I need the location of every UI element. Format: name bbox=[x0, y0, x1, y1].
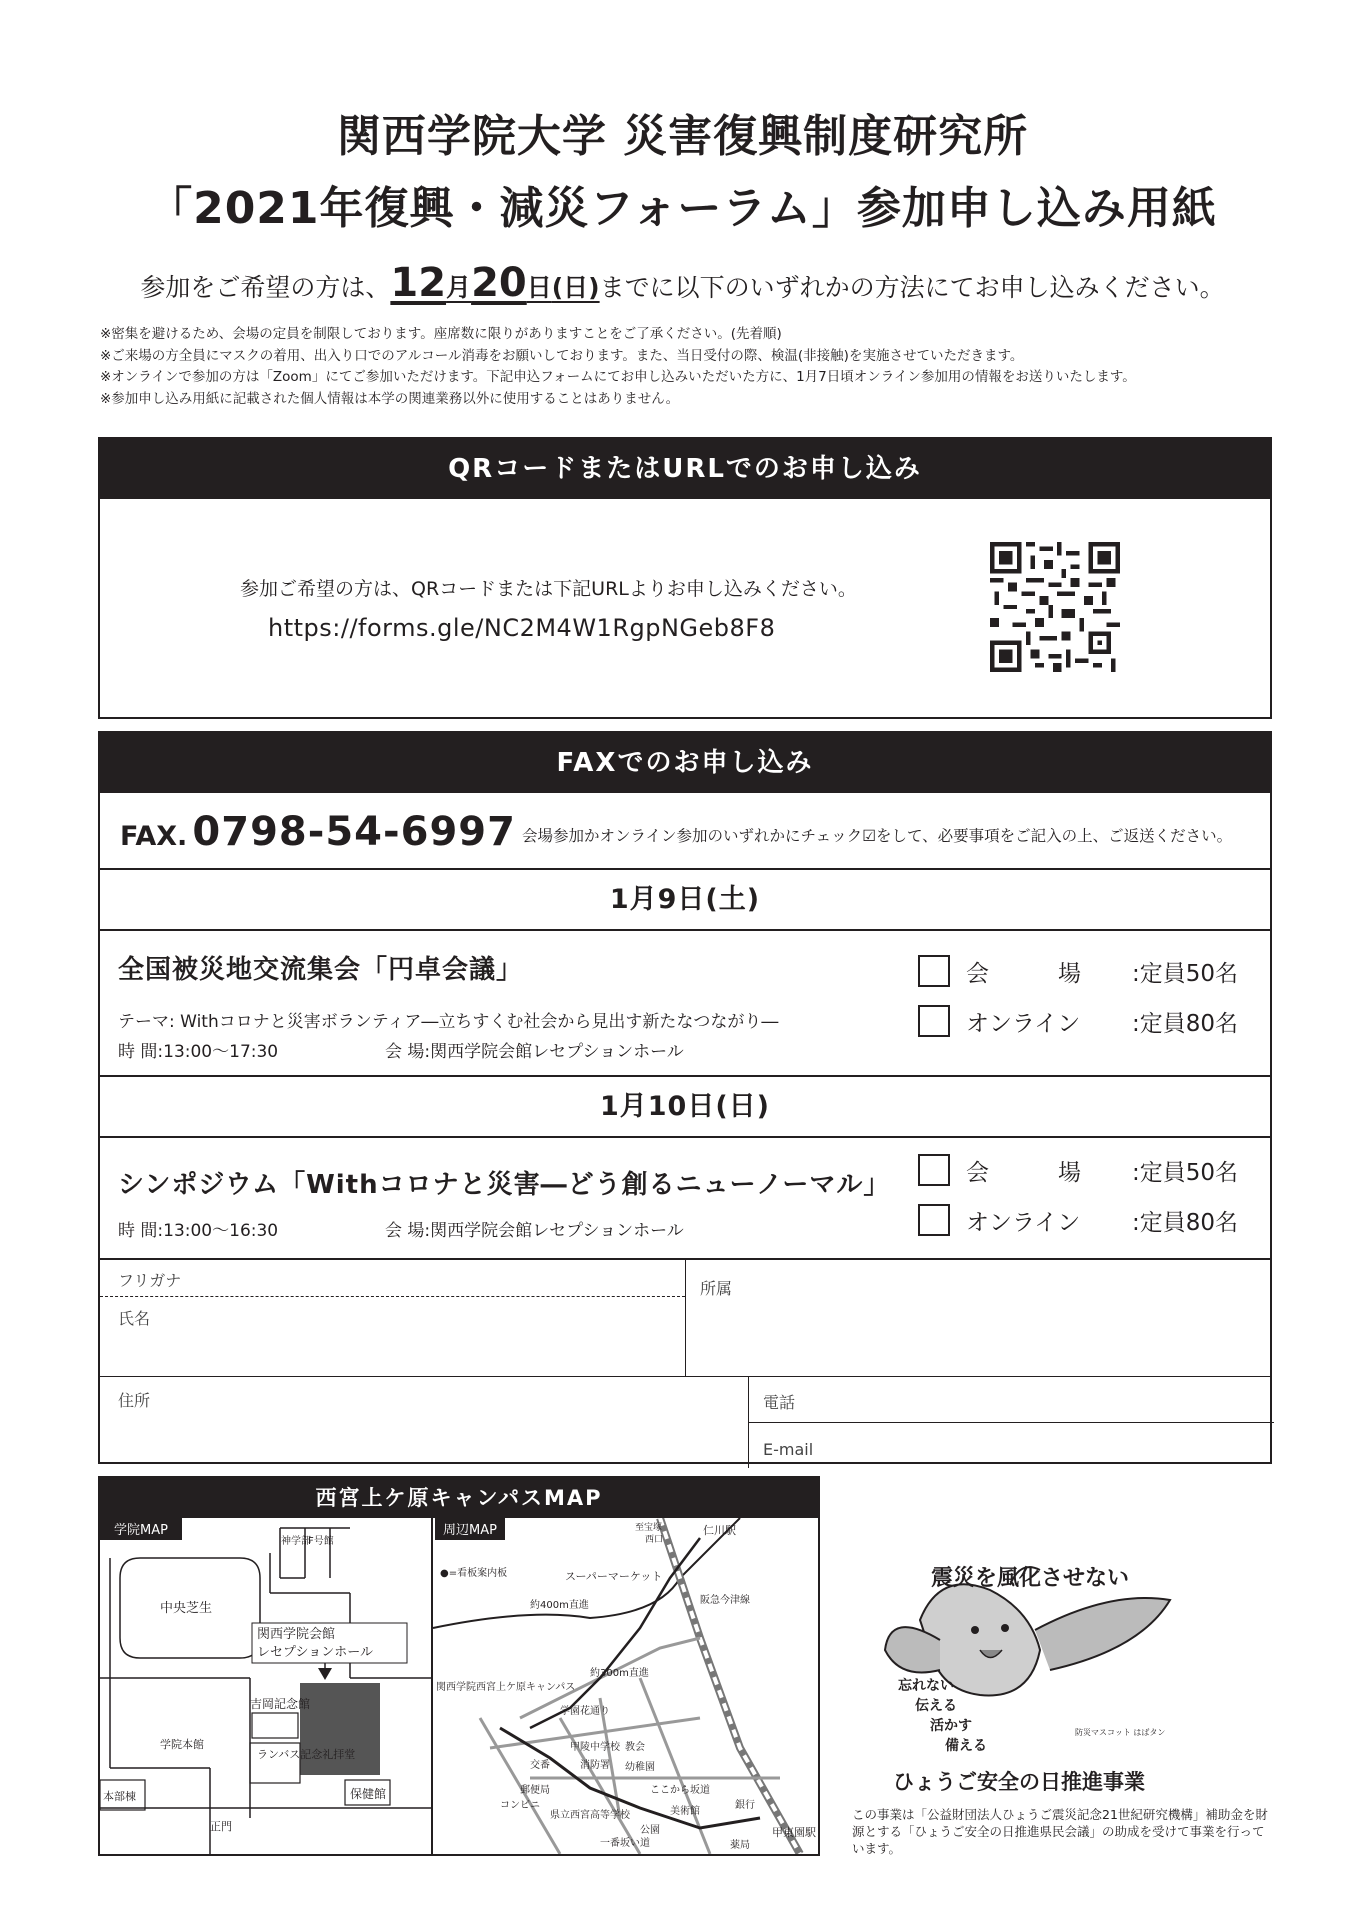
fax-instruction: 会場参加かオンライン参加のいずれかにチェック☑をして、必要事項をご記入の上、ご返送ください。 bbox=[522, 827, 1233, 845]
form-row-divider bbox=[100, 1376, 1270, 1377]
area-label-conveni: コンビニ bbox=[500, 1800, 540, 1811]
map-label-f-bldg: F号館 bbox=[308, 1536, 334, 1547]
area-label-highschool: 県立西宮高等学校 bbox=[550, 1810, 630, 1821]
area-label-drugstore: 薬局 bbox=[730, 1840, 750, 1851]
mascot-word-4: 備える bbox=[945, 1738, 987, 1754]
page-title-line2: 「2021年復興・減災フォーラム」参加申し込み用紙 bbox=[148, 183, 1217, 234]
note-line: ※密集を避けるため、会場の定員を制限しております。座席数に限りがありますことをご了承ください。(先着順) bbox=[100, 326, 782, 342]
mascot-name: 防災マスコット はばタン bbox=[1075, 1728, 1166, 1737]
day2-online-option-label: オンライン bbox=[966, 1210, 1081, 1236]
phone-email-divider bbox=[748, 1422, 1274, 1423]
area-label-junior-high: 甲陵中学校 bbox=[570, 1742, 620, 1753]
area-label-hanamichi: 学園花通り bbox=[560, 1706, 610, 1717]
area-label-church: 教会 bbox=[625, 1742, 645, 1753]
fax-number bbox=[120, 809, 516, 855]
area-label-kindergarten: 幼稚園 bbox=[625, 1762, 655, 1773]
name-label: 氏名 bbox=[118, 1309, 151, 1328]
fax-section-heading: FAXでのお申し込み bbox=[100, 733, 1270, 793]
day2-venue-option-label: 会 場 bbox=[966, 1160, 1081, 1186]
day1-venue-checkbox[interactable] bbox=[918, 955, 950, 987]
area-label-park: 公園 bbox=[640, 1825, 660, 1836]
qr-section-heading: QRコードまたはURLでのお申し込み bbox=[100, 439, 1270, 499]
map-label-yoshioka: 吉岡記念館 bbox=[250, 1697, 311, 1711]
note-line: ※ご来場の方全員にマスクの着用、出入り口でのアルコール消毒をお願いしております。また、当日受付の際、検温(非接触)を実施させていただきます。 bbox=[100, 347, 1024, 364]
note-line: ※オンラインで参加の方は「Zoom」にてご参加いただけます。下記申込フォームにてお申し込みいただいた方に、1月7日頃オンライン参加用の情報をお送りいたします。 bbox=[100, 369, 1136, 385]
deadline-day-unit: 日 bbox=[526, 273, 552, 302]
area-label-kotoen: 甲東園駅 bbox=[772, 1826, 816, 1839]
area-label-koban: 交番 bbox=[530, 1760, 550, 1771]
area-label-museum: 美術館 bbox=[670, 1806, 700, 1817]
day1-online-option-label: オンライン bbox=[966, 1011, 1081, 1037]
deadline-weekday: (日) bbox=[551, 273, 600, 302]
day2-event-title: シンポジウム「Withコロナと災害―どう創るニューノーマル」 bbox=[118, 1170, 891, 1200]
deadline-month-unit: 月 bbox=[446, 273, 472, 302]
area-label-walk400: 約400m直進 bbox=[530, 1600, 589, 1611]
area-label-bank: 銀行 bbox=[735, 1800, 755, 1811]
page-title-line1: 関西学院大学 災害復興制度研究所 bbox=[336, 111, 1029, 162]
area-label-landmark: ●=看板案内板 bbox=[440, 1568, 508, 1579]
deadline-month: 12 bbox=[390, 260, 447, 306]
map-label-hall-line1: 関西学院会館 bbox=[257, 1627, 336, 1642]
map-label-hall-line2: レセプションホール bbox=[257, 1645, 373, 1660]
fax-prefix: FAX. bbox=[120, 821, 188, 852]
area-label-ichiban: 一番坂い道 bbox=[600, 1838, 650, 1849]
map-label-theology: 神学部 bbox=[281, 1536, 311, 1547]
area-map-panel bbox=[433, 1518, 818, 1854]
mascot-habatan-icon bbox=[880, 1530, 1180, 1770]
mascot-slogan: 震災を風化させない bbox=[930, 1566, 1130, 1591]
day1-online-checkbox[interactable] bbox=[918, 1005, 950, 1037]
day2-venue: 会 場:関西学院会館レセプションホール bbox=[385, 1221, 684, 1241]
area-label-supermarket: スーパーマーケット bbox=[565, 1570, 663, 1583]
note-line: ※参加申し込み用紙に記載された個人情報は本学の関連業務以外に使用することはありません。 bbox=[100, 390, 680, 407]
fax-section bbox=[98, 731, 1272, 1464]
area-label-shoubou: 消防署 bbox=[580, 1760, 610, 1771]
area-label-hankyu: 阪急今津線 bbox=[700, 1595, 750, 1606]
area-label-walk300: 約300m直進 bbox=[590, 1668, 649, 1679]
day1-event-row bbox=[100, 929, 1270, 1075]
day2-date: 1月10日(日) bbox=[100, 1075, 1270, 1136]
promotion-title: ひょうご安全の日推進事業 bbox=[893, 1770, 1145, 1794]
map-label-lawn: 中央芝生 bbox=[160, 1601, 213, 1616]
day2-online-capacity: :定員80名 bbox=[1132, 1210, 1239, 1236]
day1-venue-capacity: :定員50名 bbox=[1132, 961, 1239, 987]
day1-date: 1月9日(土) bbox=[100, 868, 1270, 929]
email-label: E-mail bbox=[763, 1440, 814, 1459]
map-label-hoken: 保健館 bbox=[350, 1787, 387, 1801]
mascot-word-1: 忘れない bbox=[898, 1678, 954, 1694]
day1-venue-option-label: 会 場 bbox=[966, 961, 1081, 987]
qr-code-icon[interactable] bbox=[990, 542, 1120, 672]
notes bbox=[100, 324, 1280, 410]
area-label-post: 郵便局 bbox=[520, 1785, 550, 1796]
day1-time: 時 間:13:00〜17:30 bbox=[118, 1042, 279, 1062]
email-input[interactable] bbox=[820, 1426, 1270, 1466]
campus-map bbox=[98, 1476, 820, 1856]
address-input[interactable] bbox=[100, 1410, 740, 1465]
map-heading: 西宮上ケ原キャンパスMAP bbox=[100, 1478, 818, 1518]
day1-online-capacity: :定員80名 bbox=[1132, 1011, 1239, 1037]
area-label-saka: ここから坂道 bbox=[650, 1785, 710, 1796]
area-map-tab: 周辺MAP bbox=[443, 1523, 497, 1538]
qr-section bbox=[98, 437, 1272, 719]
phone-input[interactable] bbox=[820, 1378, 1270, 1420]
map-illustration bbox=[100, 1518, 818, 1854]
map-label-honbu: 本部棟 bbox=[103, 1790, 136, 1803]
day1-event-title: 全国被災地交流集会「円卓会議」 bbox=[118, 955, 524, 985]
area-label-shinto: 至宝塚 bbox=[635, 1523, 663, 1533]
mascot-word-3: 活かす bbox=[930, 1718, 972, 1734]
funding-footnote: この事業は「公益財団法人ひょうご震災記念21世紀研究機構」補助金を財源とする「ひょうご安全の日推進県民会議」の助成を受けて事業を行っています。 bbox=[852, 1807, 1268, 1856]
fax-number-value: 0798-54-6997 bbox=[192, 809, 516, 855]
day2-event-row bbox=[100, 1136, 1270, 1258]
day2-online-checkbox[interactable] bbox=[918, 1204, 950, 1236]
campus-map-tab: 学院MAP bbox=[114, 1523, 168, 1538]
mascot-word-2: 伝える bbox=[915, 1698, 957, 1714]
map-label-seimon: 正門 bbox=[210, 1820, 232, 1833]
day2-time: 時 間:13:00〜16:30 bbox=[118, 1221, 279, 1241]
name-affiliation-divider bbox=[685, 1260, 686, 1376]
furigana-label: フリガナ bbox=[118, 1271, 182, 1290]
affiliation-label: 所属 bbox=[700, 1279, 733, 1298]
phone-label: 電話 bbox=[763, 1393, 796, 1412]
area-label-nishiguchi: 西口 bbox=[645, 1535, 664, 1545]
address-label: 住所 bbox=[118, 1391, 151, 1410]
affiliation-input[interactable] bbox=[700, 1300, 1270, 1370]
day2-venue-checkbox[interactable] bbox=[918, 1154, 950, 1186]
map-label-lambuth: ランバス記念礼拝堂 bbox=[257, 1748, 356, 1761]
area-label-campus: 関西学院西宮上ケ原キャンパス bbox=[436, 1682, 576, 1693]
deadline-day: 20 bbox=[471, 260, 527, 306]
name-input[interactable] bbox=[100, 1280, 685, 1370]
map-label-gakuin: 学院本館 bbox=[160, 1738, 204, 1751]
campus-map-panel bbox=[100, 1518, 432, 1854]
qr-instruction: 参加ご希望の方は、QRコードまたは下記URLよりお申し込みください。 bbox=[240, 578, 857, 600]
deadline-line bbox=[0, 260, 1365, 306]
area-label-niigawa: 仁川駅 bbox=[703, 1524, 736, 1537]
day2-venue-capacity: :定員50名 bbox=[1132, 1160, 1239, 1186]
day1-theme: テーマ: Withコロナと災害ボランティア―立ちすくむ社会から見出す新たなつながり― bbox=[118, 1012, 779, 1032]
deadline-prefix: 参加をご希望の方は、 bbox=[140, 273, 391, 302]
day1-venue: 会 場:関西学院会館レセプションホール bbox=[385, 1042, 684, 1062]
personal-info-form bbox=[100, 1258, 1270, 1466]
deadline-suffix: までに以下のいずれかの方法にてお申し込みください。 bbox=[599, 273, 1225, 302]
registration-url-link[interactable]: https://forms.gle/NC2M4W1RgpNGeb8F8 bbox=[268, 614, 776, 642]
